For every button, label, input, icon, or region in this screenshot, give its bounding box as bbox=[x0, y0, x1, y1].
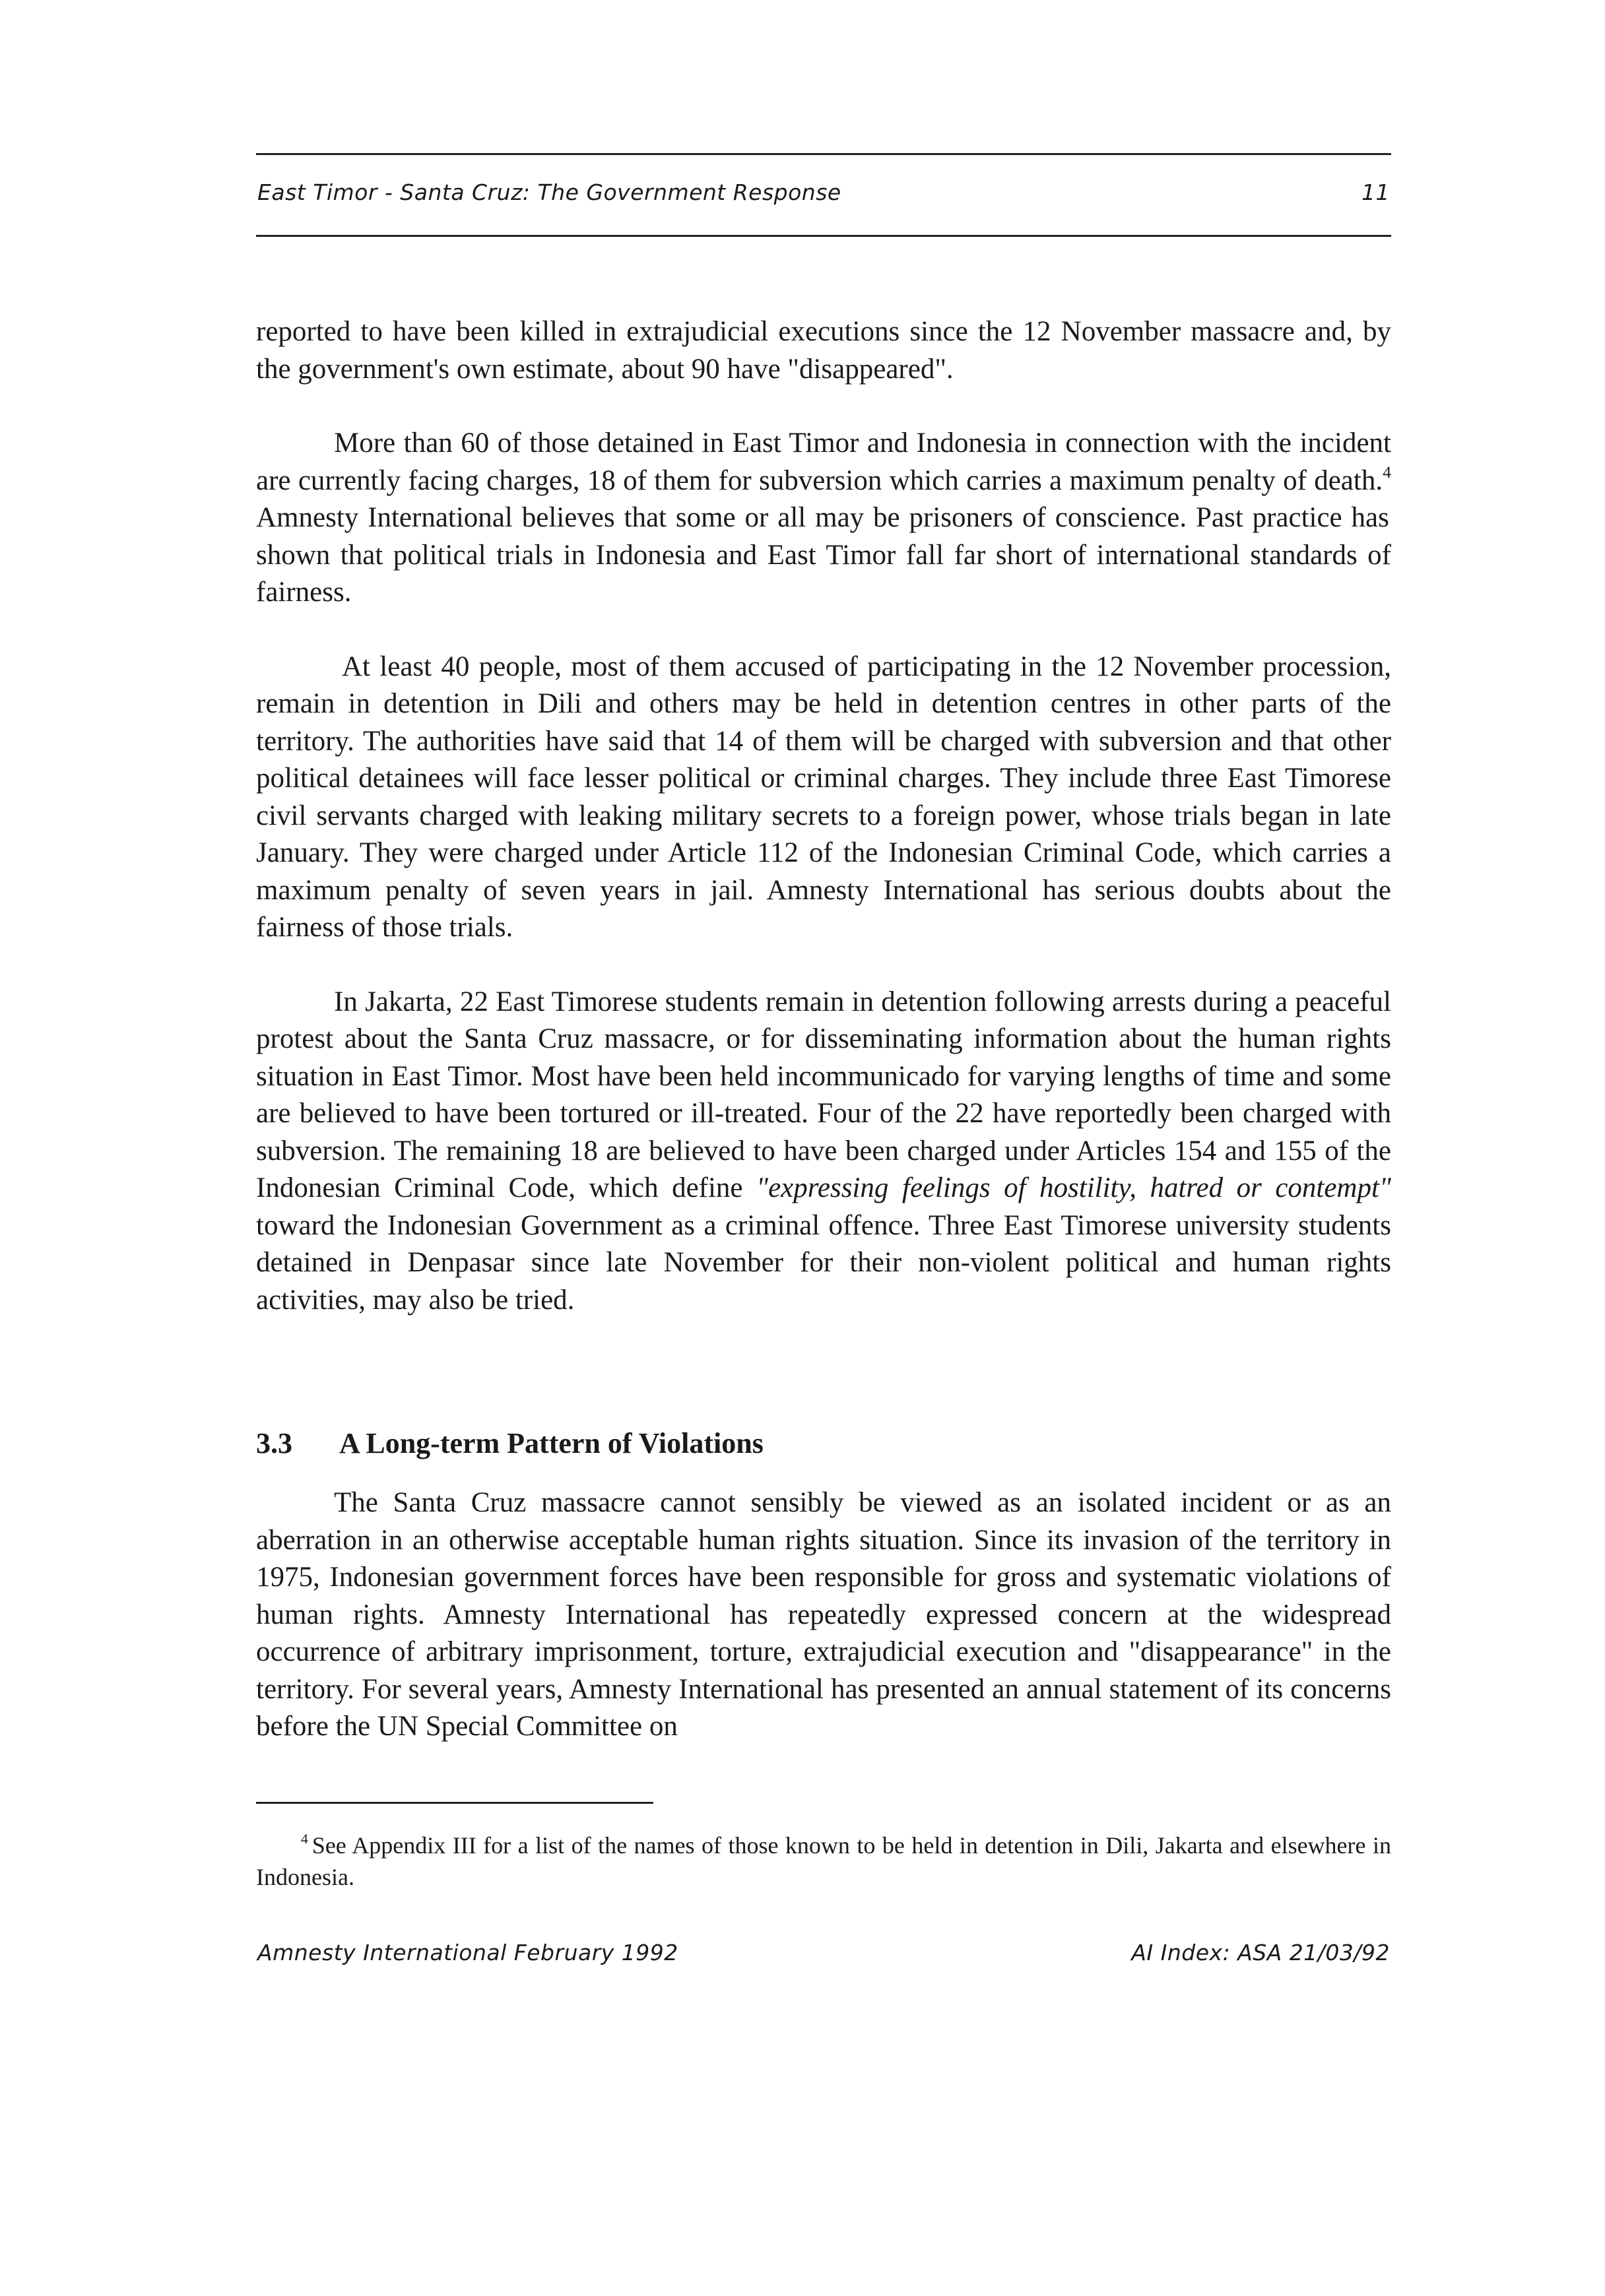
paragraph-5: The Santa Cruz massacre cannot sensibly be viewed as an isolated incident or as an aberration in an otherwise acceptable human rights situation. Since its invasion of the territory in 1975, Indonesian government forces have been responsible for gross and systematic violations of human rights. Amnesty International has repeatedly expressed concern at the widespread occurrence of arbitrary imprisonment, torture, extrajudicial execution and "disappearance" in the territory. For several years, Amnesty International has presented an annual statement of its concerns before the UN Special Committee on bbox=[256, 1487, 1391, 1742]
footer-right: AI Index: ASA 21/03/92 bbox=[1131, 1940, 1390, 1965]
body-block-lower bbox=[256, 1484, 1391, 1746]
running-footer bbox=[257, 1940, 1390, 1965]
paragraph-2 bbox=[256, 425, 1391, 612]
body-block-upper bbox=[256, 313, 1391, 1319]
paragraph-3: At least 40 people, most of them accused of participating in the 12 November procession, remain in detention in Dili and others may be held in detention centres in other parts of the territory. The authorities have said that 14 of them will be charged with subversion and that other political detainees will face lesser political or criminal charges. They include three East Timorese civil servants charged with leaking military secrets to a foreign power, whose trials began in late January. They were charged under Article 112 of the Indonesian Criminal Code, which carries a maximum penalty of seven years in jail. Amnesty International has serious doubts about the fairness of those trials. bbox=[256, 651, 1391, 943]
header-title: East Timor - Santa Cruz: The Government Response bbox=[257, 179, 841, 205]
running-header bbox=[257, 179, 1390, 205]
paragraph-4-text-b: toward the Indonesian Government as a criminal offence. Three East Timorese university students detained in Denpasar since late November for their non-violent political and human rights activities, may also be tried. bbox=[256, 1209, 1391, 1316]
paragraph-2-text-b: Amnesty International believes that some or all may be prisoners of conscience. Past practice has shown that political trials in Indonesia and East Timor fall far short of international standards of fairness. bbox=[256, 502, 1391, 608]
section-heading bbox=[256, 1426, 764, 1460]
paragraph-2-text-a: More than 60 of those detained in East Timor and Indonesia in connection with the incident are currently facing charges, 18 of them for subversion which carries a maximum penalty of death. bbox=[256, 428, 1391, 496]
section-title: A Long-term Pattern of Violations bbox=[339, 1427, 764, 1459]
paragraph-4-text-a: In Jakarta, 22 East Timorese students remain in detention following arrests during a peaceful protest about the Santa Cruz massacre, or for disseminating information about the human rights situation in East Timor. Most have been held incommunicado for varying lengths of time and some are believed to have been tortured or ill-treated. Four of the 22 have reportedly been charged with subversion. The remaining 18 are believed to have been charged under Articles 154 and 155 of the Indonesian Criminal Code, which define bbox=[256, 986, 1391, 1203]
footnote-rule bbox=[256, 1802, 653, 1804]
header-bottom-rule bbox=[256, 235, 1391, 237]
paragraph-4 bbox=[256, 984, 1391, 1320]
footnote-mark: 4 bbox=[301, 1830, 308, 1847]
footnote bbox=[256, 1830, 1391, 1893]
page-number: 11 bbox=[1361, 179, 1390, 205]
footnote-ref-4[interactable]: 4 bbox=[1383, 462, 1391, 482]
header-top-rule bbox=[256, 153, 1391, 155]
section-number: 3.3 bbox=[256, 1427, 292, 1459]
footnote-text: See Appendix III for a list of the names of those known to be held in detention in Dili, Jakarta and elsewhere in Indonesia. bbox=[256, 1832, 1391, 1890]
footer-left: Amnesty International February 1992 bbox=[257, 1940, 678, 1965]
paragraph-1: reported to have been killed in extrajudicial executions since the 12 November massacre and, by the government's own estimate, about 90 have "disappeared". bbox=[256, 316, 1391, 385]
paragraph-4-quote: "expressing feelings of hostility, hatred or contempt" bbox=[756, 1172, 1391, 1203]
